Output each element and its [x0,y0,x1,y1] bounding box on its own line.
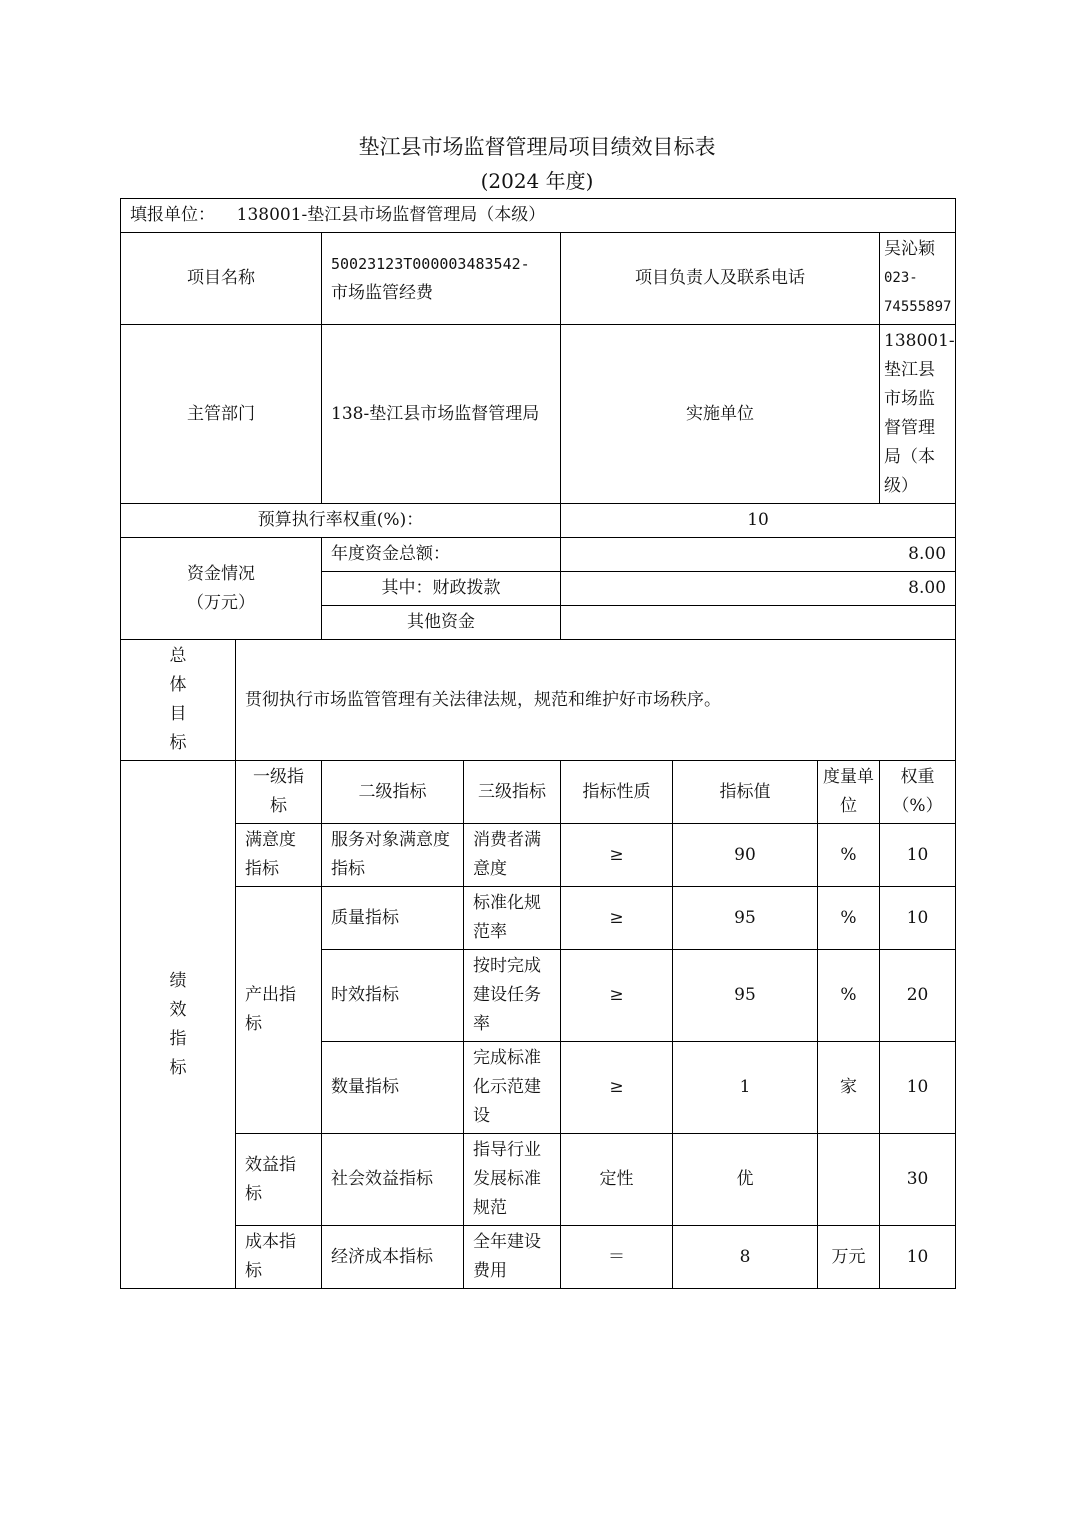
row-level2: 质量指标 [322,887,464,950]
contact-label: 项目负责人及联系电话 [561,233,880,325]
funds-other-label: 其他资金 [322,606,561,640]
row-unit: % [818,887,880,950]
row-value: 90 [673,824,818,887]
row-weight: 10 [880,887,956,950]
filler-value: 138001-垫江县市场监督管理局（本级） [236,205,546,225]
row-nature: ≥ [561,950,673,1042]
page-title: 垫江县市场监督管理局项目绩效目标表 [358,135,716,159]
header-level2: 二级指标 [322,761,464,824]
header-unit: 度量单位 [818,761,880,824]
impl-label: 实施单位 [561,325,880,504]
row-weight: 10 [880,1226,956,1289]
contact-value [880,233,956,325]
budget-row [121,504,956,538]
row-weight: 10 [880,824,956,887]
goal-text: 贯彻执行市场监管管理有关法律法规，规范和维护好市场秩序。 [236,640,956,761]
goal-row [121,640,956,761]
contact-phone: 023-74555897 [884,270,952,315]
indicator-header-row [121,761,956,824]
performance-table [120,198,956,1289]
row-level3: 标准化规范率 [464,887,561,950]
table-row [121,824,956,887]
row-level3: 按时完成建设任务率 [464,950,561,1042]
indicators-label-char: 绩 [169,970,187,991]
row-weight: 10 [880,1042,956,1134]
indicators-label-char: 指 [169,1028,187,1049]
row-nature: ≥ [561,887,673,950]
project-code: 50023123T000003483542- [331,254,530,273]
row-value: 优 [673,1134,818,1226]
funds-total-value: 8.00 [561,538,956,572]
page-subtitle: (2024 年度) [480,169,594,193]
group-satisfaction: 满意度指标 [236,824,322,887]
row-level3: 全年建设费用 [464,1226,561,1289]
row-nature: ≥ [561,824,673,887]
budget-label: 预算执行率权重(%)： [121,504,561,538]
row-unit: % [818,824,880,887]
row-nature: ≥ [561,1042,673,1134]
row-level2: 经济成本指标 [322,1226,464,1289]
row-value: 95 [673,950,818,1042]
row-nature: ＝ [561,1226,673,1289]
header-level1: 一级指标 [236,761,322,824]
group-output: 产出指标 [236,887,322,1134]
row-weight: 20 [880,950,956,1042]
project-name: 市场监管经费 [331,282,433,303]
dept-row [121,325,956,504]
goal-label-char: 标 [169,733,187,753]
project-name-label: 项目名称 [121,233,322,325]
goal-label-char: 总 [169,646,187,666]
row-unit: % [818,950,880,1042]
group-cost: 成本指标 [236,1226,322,1289]
row-unit [818,1134,880,1226]
indicators-label-char: 效 [169,999,187,1020]
header-weight: 权重（%） [880,761,956,824]
funds-label-line2: （万元） [187,592,255,613]
group-benefit: 效益指标 [236,1134,322,1226]
header-nature: 指标性质 [561,761,673,824]
project-row [121,233,956,325]
row-level2: 数量指标 [322,1042,464,1134]
row-level2: 时效指标 [322,950,464,1042]
funds-other-value [561,606,956,640]
filler-cell [121,199,956,233]
row-level3: 指导行业发展标准规范 [464,1134,561,1226]
project-name-value [322,233,561,325]
filler-row [121,199,956,233]
header-value: 指标值 [673,761,818,824]
impl-value: 138001-垫江县市场监督管理局（本级） [880,325,956,504]
row-value: 8 [673,1226,818,1289]
row-level2: 服务对象满意度指标 [322,824,464,887]
row-weight: 30 [880,1134,956,1226]
funds-label-line1: 资金情况 [187,563,255,584]
goal-label-char: 目 [169,704,187,724]
dept-label: 主管部门 [121,325,322,504]
row-nature: 定性 [561,1134,673,1226]
table-row [121,1226,956,1289]
row-level3: 完成标准化示范建设 [464,1042,561,1134]
funds-fiscal-label: 其中：财政拨款 [322,572,561,606]
header-level3: 三级指标 [464,761,561,824]
funds-label [121,538,322,640]
row-level2: 社会效益指标 [322,1134,464,1226]
goal-label-char: 体 [169,675,187,695]
table-row [121,887,956,950]
indicators-label-char: 标 [169,1057,187,1078]
budget-value: 10 [561,504,956,538]
dept-value: 138-垫江县市场监督管理局 [322,325,561,504]
contact-name: 吴沁颖 [884,239,935,259]
table-row [121,1134,956,1226]
row-level3: 消费者满意度 [464,824,561,887]
indicators-label [121,761,236,1289]
row-unit: 万元 [818,1226,880,1289]
row-value: 1 [673,1042,818,1134]
funds-fiscal-value: 8.00 [561,572,956,606]
row-unit: 家 [818,1042,880,1134]
funds-total-label: 年度资金总额： [322,538,561,572]
row-value: 95 [673,887,818,950]
funds-total-row [121,538,956,572]
goal-label [121,640,236,761]
filler-label: 填报单位： [130,205,215,225]
